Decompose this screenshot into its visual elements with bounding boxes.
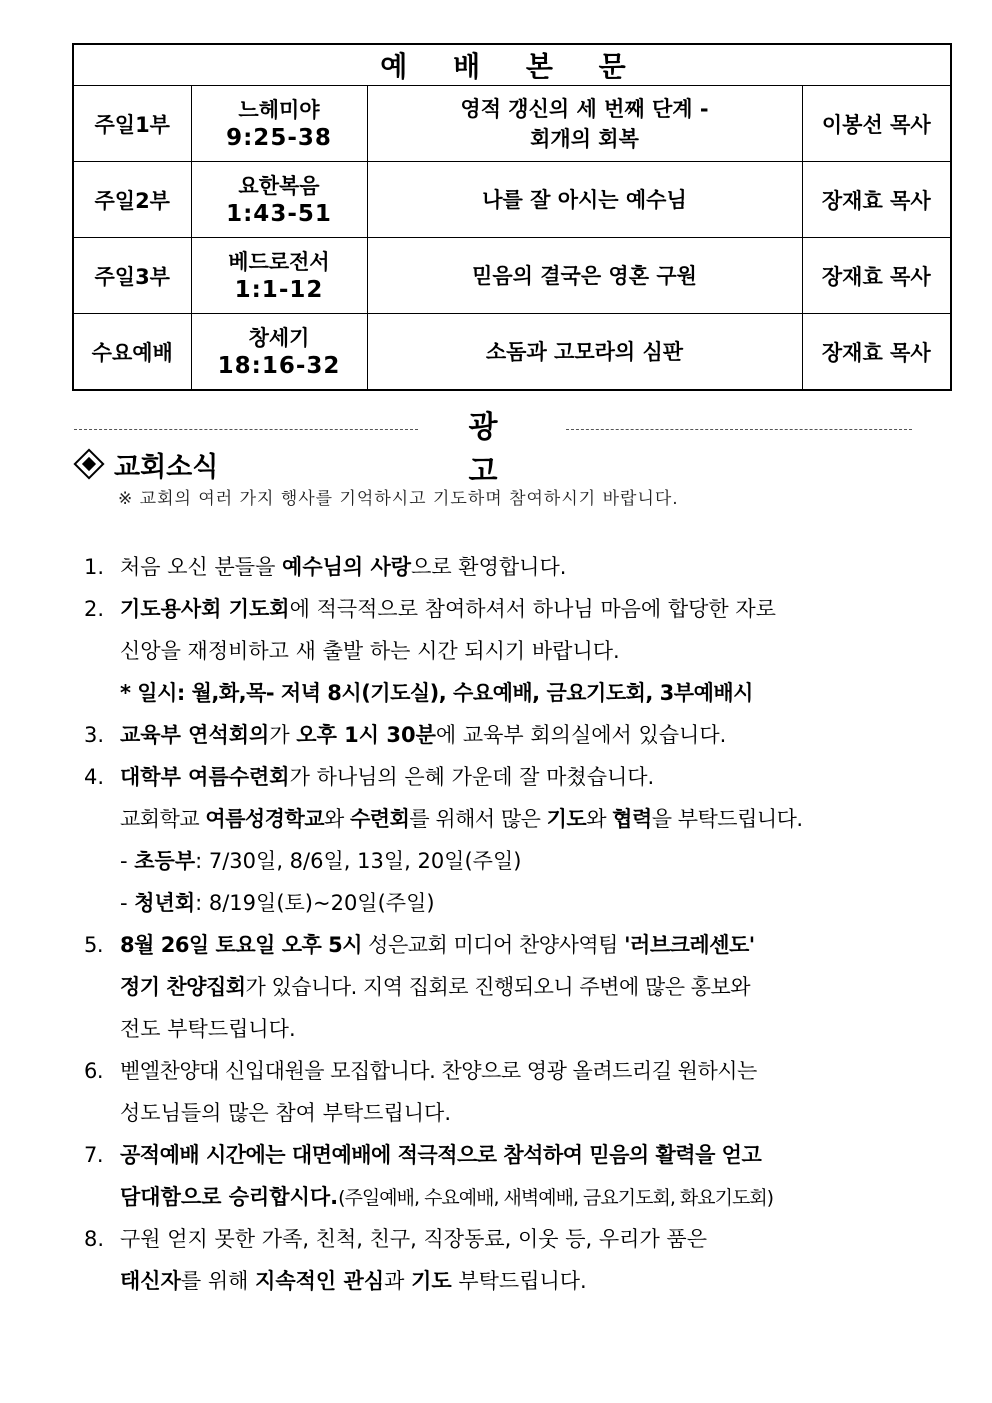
- notice-emphasis: 교육부 연석회의: [120, 723, 270, 747]
- service-name: 주일2부: [73, 162, 191, 238]
- dashed-divider: [74, 429, 418, 430]
- notice-text: 성은교회 미디어 찬양사역팀: [361, 933, 625, 957]
- notice-text: 과: [384, 1269, 412, 1293]
- notice-emphasis: 여름성경학교: [205, 807, 325, 831]
- notice-emphasis: 담대함으로 승리합시다.: [120, 1185, 339, 1209]
- item-number: 5.: [84, 933, 104, 957]
- notice-text: (주일예배, 수요예배, 새벽예배, 금요기도회, 화요기도회): [338, 1187, 774, 1209]
- sermon-title: 소돔과 고모라의 심판: [367, 314, 802, 391]
- notice-emphasis: 수련회: [350, 807, 410, 831]
- notice-text: 와: [324, 807, 351, 831]
- list-item: [84, 756, 944, 798]
- service-name: 주일1부: [73, 86, 191, 162]
- list-item: [84, 924, 944, 966]
- sermon-title-line: 영적 갱신의 세 번째 단계 -: [460, 96, 709, 121]
- notice-emphasis: 예수님의 사랑: [282, 555, 412, 579]
- scripture-reference: [191, 238, 367, 314]
- notice-text: 부탁드립니다.: [451, 1269, 587, 1293]
- notice-text: -: [120, 849, 135, 873]
- notice-continuation: [84, 1176, 944, 1218]
- item-number: 4.: [84, 765, 105, 789]
- notice-text: 구원 얻지 못한 가족, 친척, 친구, 직장동료, 이웃 등, 우리가 품은: [120, 1227, 707, 1251]
- notice-text: 으로 환영합니다.: [411, 555, 567, 579]
- notice-text: 교회학교: [120, 807, 206, 831]
- table-row: [73, 86, 951, 162]
- sermon-title: 나를 잘 아시는 예수님: [367, 162, 802, 238]
- scripture-reference: [191, 314, 367, 391]
- notice-emphasis: 초등부: [134, 849, 196, 873]
- section-heading: [78, 444, 218, 484]
- notice-text: 을 부탁드립니다.: [651, 807, 803, 831]
- notice-emphasis: 청년회: [134, 891, 196, 915]
- notice-text: 를 위해: [180, 1269, 256, 1293]
- notice-emphasis: 대학부 여름수련회: [120, 765, 290, 789]
- notice-continuation: 성도님들의 많은 참여 부탁드립니다.: [120, 1101, 451, 1125]
- item-number: 3.: [84, 723, 105, 747]
- section-note: ※ 교회의 여러 가지 행사를 기억하시고 기도하며 참여하시기 바랍니다.: [118, 489, 679, 509]
- section-title: 교회소식: [114, 451, 219, 483]
- chapter-verse: 1:43-51: [226, 200, 332, 227]
- notice-continuation: [84, 966, 944, 1008]
- sermon-title: [367, 86, 802, 162]
- notice-text: 벧엘찬양대 신입대원을 모집합니다. 찬양으로 영광 올려드리길 원하시는: [120, 1059, 757, 1083]
- notice-text: 에 교육부 회의실에서 있습니다.: [435, 723, 727, 747]
- preacher-name: 장재효 목사: [802, 238, 951, 314]
- list-item: [84, 546, 944, 588]
- book-name: 창세기: [248, 325, 310, 350]
- chapter-verse: 18:16-32: [217, 352, 341, 379]
- notice-emphasis: '러브크레센도': [624, 933, 755, 957]
- notice-emphasis: 정기 찬양집회: [120, 975, 246, 999]
- list-item: [84, 1218, 944, 1260]
- book-name: 느헤미야: [238, 97, 320, 122]
- scripture-table: [72, 43, 952, 391]
- preacher-name: 장재효 목사: [802, 314, 951, 391]
- notice-text: 를 위해서 많은: [409, 807, 547, 831]
- list-item: [84, 588, 944, 630]
- item-number: 1.: [84, 555, 105, 579]
- notice-emphasis: 기도: [546, 807, 587, 831]
- notice-text: 가 있습니다. 지역 집회로 진행되오니 주변에 많은 홍보와: [245, 975, 751, 999]
- notice-continuation: [84, 840, 944, 882]
- notice-continuation: [84, 1260, 944, 1302]
- notice-text: 처음 오신 분들을: [120, 555, 283, 579]
- service-name: 주일3부: [73, 238, 191, 314]
- item-number: 7.: [84, 1143, 104, 1167]
- notice-emphasis: 오후 1시 30분: [296, 723, 436, 747]
- notice-text: : 8/19일(토)~20일(주일): [195, 891, 435, 915]
- list-item: [84, 1050, 944, 1092]
- notice-continuation: 전도 부탁드립니다.: [120, 1017, 296, 1041]
- dashed-divider: [566, 429, 912, 430]
- notice-text: 에 적극적으로 참여하셔서 하나님 마음에 합당한 자로: [289, 597, 776, 621]
- book-name: 요한복음: [238, 173, 320, 198]
- notice-emphasis: 8월 26일 토요일 오후 5시: [120, 933, 362, 957]
- diamond-bullet-icon: [73, 448, 104, 479]
- notice-text: -: [120, 891, 135, 915]
- chapter-verse: 9:25-38: [226, 124, 332, 151]
- item-number: 8.: [84, 1227, 105, 1251]
- notice-text: : 7/30일, 8/6일, 13일, 20일(주일): [195, 849, 522, 873]
- notice-text: 가: [269, 723, 297, 747]
- notice-schedule: * 일시: 월,화,목- 저녁 8시(기도실), 수요예배, 금요기도회, 3부예배시: [120, 681, 753, 705]
- notice-continuation: [84, 882, 944, 924]
- scripture-heading: 예 배 본 문: [73, 44, 951, 86]
- table-row: [73, 314, 951, 391]
- notice-text: 가 하나님의 은혜 가운데 잘 마쳤습니다.: [289, 765, 655, 789]
- notice-emphasis: 협력: [612, 807, 652, 831]
- notice-emphasis: 공적예배 시간에는 대면예배에 적극적으로 참석하여 믿음의 활력을 얻고: [120, 1143, 762, 1167]
- scripture-reference: [191, 162, 367, 238]
- announcements-title: 광 고: [468, 410, 538, 489]
- chapter-verse: 1:1-12: [234, 276, 324, 303]
- preacher-name: 이봉선 목사: [802, 86, 951, 162]
- preacher-name: 장재효 목사: [802, 162, 951, 238]
- notice-list: [84, 546, 944, 1302]
- notice-emphasis: 태신자: [120, 1269, 181, 1293]
- notice-continuation: 신앙을 재정비하고 새 출발 하는 시간 되시기 바랍니다.: [120, 639, 620, 663]
- item-number: 6.: [84, 1059, 104, 1083]
- table-row: [73, 162, 951, 238]
- book-name: 베드로전서: [228, 249, 330, 274]
- scripture-reference: [191, 86, 367, 162]
- list-item: [84, 1134, 944, 1176]
- notice-emphasis: 기도: [411, 1269, 452, 1293]
- sermon-title-line: 회개의 회복: [530, 126, 639, 151]
- service-name: 수요예배: [73, 314, 191, 391]
- notice-emphasis: 지속적인 관심: [255, 1269, 385, 1293]
- sermon-title: 믿음의 결국은 영혼 구원: [367, 238, 802, 314]
- table-row: [73, 238, 951, 314]
- notice-text: 와: [586, 807, 613, 831]
- notice-continuation: [84, 798, 944, 840]
- notice-emphasis: 기도용사회 기도회: [120, 597, 290, 621]
- item-number: 2.: [84, 597, 105, 621]
- list-item: [84, 714, 944, 756]
